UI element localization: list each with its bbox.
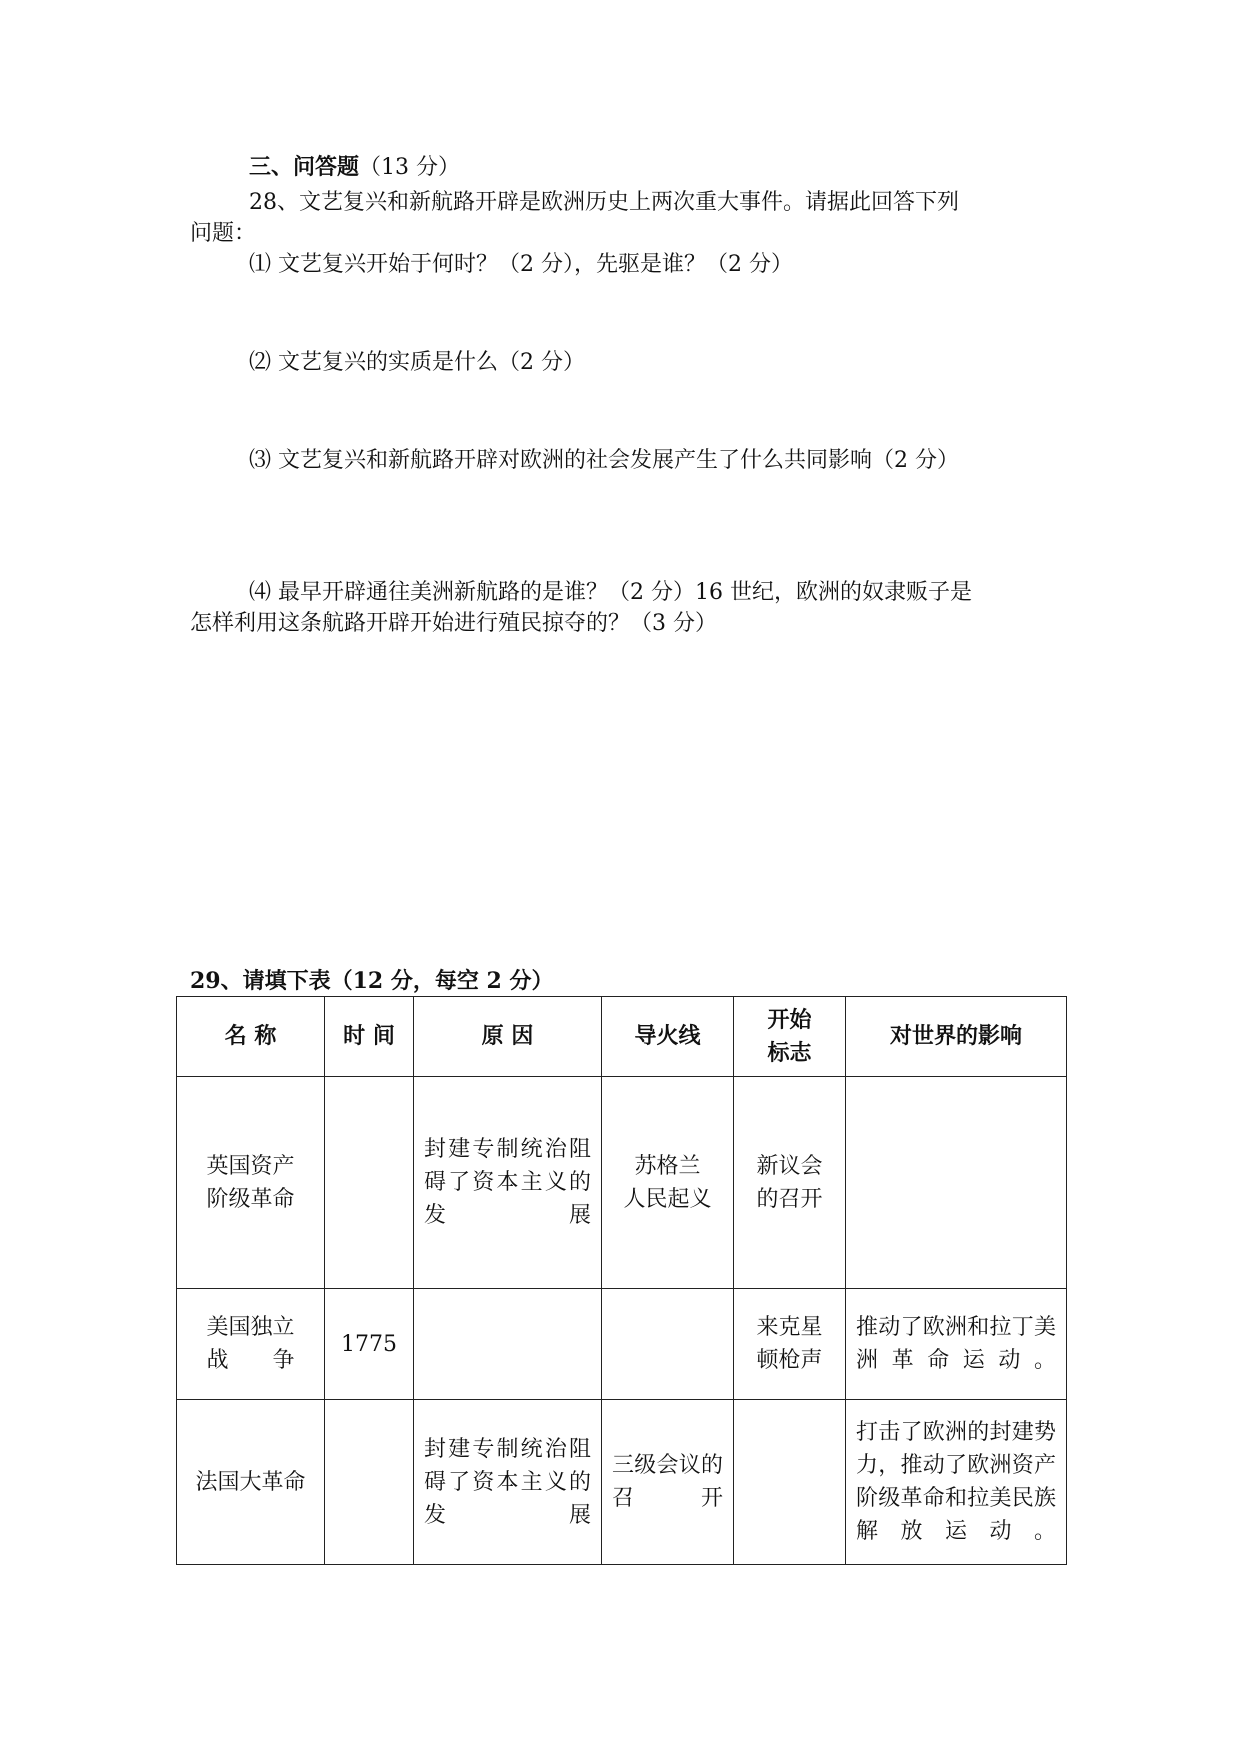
header-impact: 对世界的影响 xyxy=(846,997,1067,1077)
q28-subquestion-4-line-1: ⑷ 最早开辟通往美洲新航路的是谁？（2 分）16 世纪，欧洲的奴隶贩子是 xyxy=(249,580,972,605)
q28-stem-line-2: 问题： xyxy=(190,221,257,246)
table-row xyxy=(177,1077,1067,1289)
q28-subquestion-1: ⑴ 文艺复兴开始于何时？（2 分），先驱是谁？（2 分） xyxy=(249,252,793,277)
row-3-name: 法国大革命 xyxy=(177,1400,325,1565)
row-3-time[interactable] xyxy=(325,1400,414,1565)
q28-stem-line-1: 28、文艺复兴和新航路开辟是欧洲历史上两次重大事件。请据此回答下列 xyxy=(249,190,959,215)
row-1-cause: 封建专制统治阻碍了资本主义的发展 xyxy=(414,1077,602,1289)
header-trigger: 导火线 xyxy=(602,997,734,1077)
row-1-name: 英国资产 阶级革命 xyxy=(177,1077,325,1289)
row-2-cause[interactable] xyxy=(414,1289,602,1400)
q29-title: 29、请填下表（12 分，每空 2 分） xyxy=(190,968,554,994)
section-3-score: （13 分） xyxy=(359,155,461,180)
row-1-start: 新议会 的召开 xyxy=(734,1077,846,1289)
q28-subquestion-3: ⑶ 文艺复兴和新航路开辟对欧洲的社会发展产生了什么共同影响（2 分） xyxy=(249,448,959,473)
row-2-trigger[interactable] xyxy=(602,1289,734,1400)
row-1-impact[interactable] xyxy=(846,1077,1067,1289)
section-3-heading xyxy=(249,152,460,183)
q28-subquestion-2: ⑵ 文艺复兴的实质是什么（2 分） xyxy=(249,350,585,375)
table-row xyxy=(177,1400,1067,1565)
history-table xyxy=(176,996,1067,1565)
row-2-impact: 推动了欧洲和拉丁美洲革命运动。 xyxy=(846,1289,1067,1400)
row-1-trigger: 苏格兰 人民起义 xyxy=(602,1077,734,1289)
header-time: 时 间 xyxy=(325,997,414,1077)
q28-subquestion-4-line-2: 怎样利用这条航路开辟开始进行殖民掠夺的？（3 分） xyxy=(190,611,717,636)
row-3-trigger: 三级会议的召开 xyxy=(602,1400,734,1565)
section-3-title: 三、问答题 xyxy=(249,154,360,180)
header-name: 名 称 xyxy=(177,997,325,1077)
table-header-row xyxy=(177,997,1067,1077)
header-cause: 原 因 xyxy=(414,997,602,1077)
header-start: 开始 标志 xyxy=(734,997,846,1077)
row-3-impact: 打击了欧洲的封建势力，推动了欧洲资产阶级革命和拉美民族解放运动。 xyxy=(846,1400,1067,1565)
row-2-time: 1775 xyxy=(325,1289,414,1400)
row-3-cause: 封建专制统治阻碍了资本主义的发展 xyxy=(414,1400,602,1565)
table-row xyxy=(177,1289,1067,1400)
row-3-start[interactable] xyxy=(734,1400,846,1565)
row-2-name: 美国独立 战 争 xyxy=(177,1289,325,1400)
row-2-start: 来克星 顿枪声 xyxy=(734,1289,846,1400)
row-1-time[interactable] xyxy=(325,1077,414,1289)
